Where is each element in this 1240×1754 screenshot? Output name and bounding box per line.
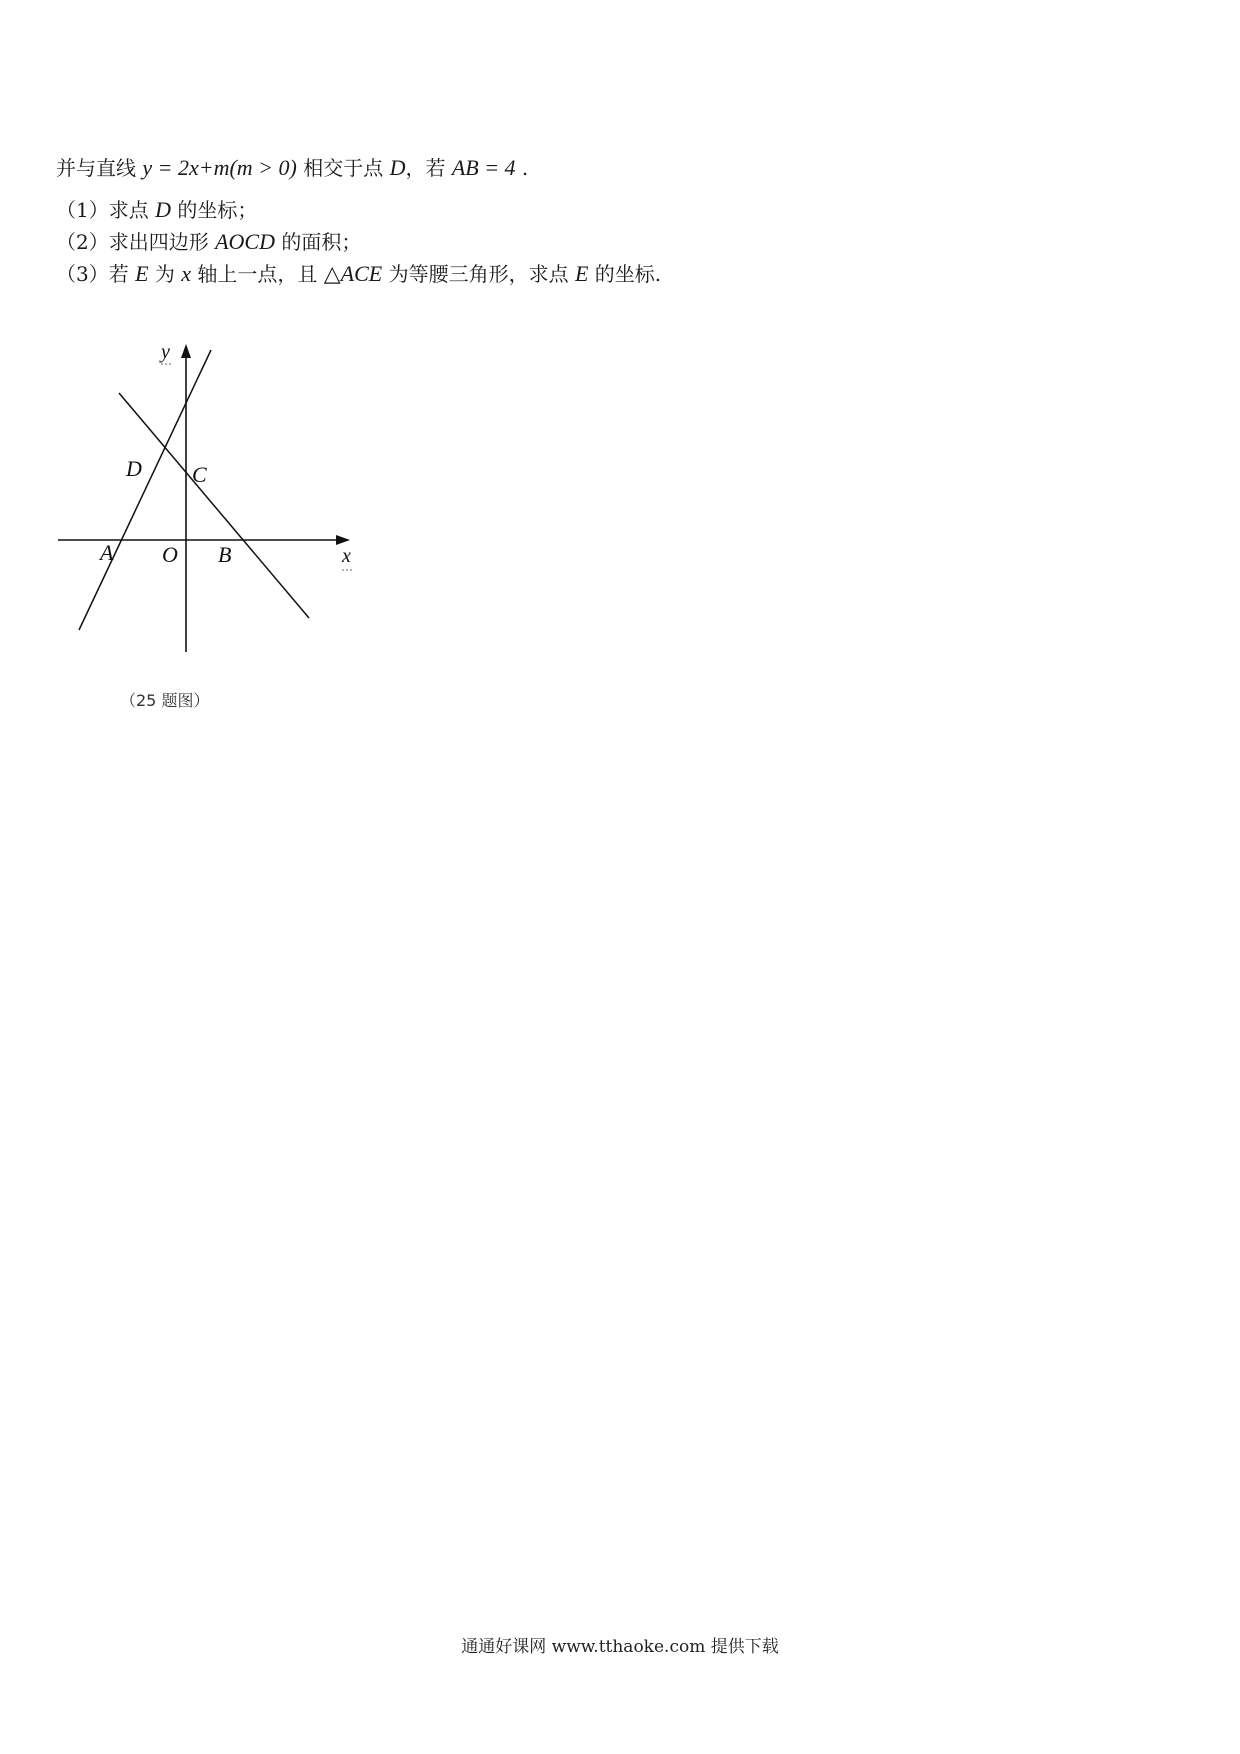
statement-middle: 相交于点 (296, 156, 390, 180)
question-3-text-e: 的坐标. (588, 262, 662, 286)
question-3-text-d: 为等腰三角形，求点 (382, 262, 575, 286)
question-2-shape: AOCD (215, 229, 275, 254)
question-3-number: （3） (56, 262, 109, 286)
question-3-text-a: 若 (108, 262, 136, 286)
statement-suffix: ，若 (405, 156, 452, 180)
y-axis-arrow (181, 344, 191, 358)
question-2 (56, 226, 1176, 258)
question-1-text-b: 的坐标； (170, 198, 258, 222)
question-3-triangle: △ACE (323, 261, 383, 286)
question-3-point-e2: E (574, 261, 589, 286)
point-o-label: O (162, 542, 178, 567)
problem-text (56, 152, 1176, 290)
question-3-axis: x (181, 261, 192, 286)
question-3-text-b: 为 (148, 262, 182, 286)
question-1-text-a: 求点 (108, 198, 156, 222)
question-2-text-b: 的面积； (274, 230, 362, 254)
question-1-point: D (155, 197, 171, 222)
question-3 (56, 258, 1176, 290)
problem-statement-line (56, 152, 1176, 184)
point-d-label: D (389, 155, 406, 180)
line-ad (79, 350, 211, 630)
question-3-text-c: 轴上一点，且 (191, 262, 324, 286)
question-2-text-a: 求出四边形 (108, 230, 216, 254)
y-axis-label: y (161, 341, 170, 363)
question-1-number: （1） (56, 198, 109, 222)
x-axis-label: x (342, 545, 351, 567)
point-b-label: B (218, 542, 232, 567)
statement-prefix: 并与直线 (56, 156, 143, 180)
line-cb (119, 393, 309, 618)
x-axis-arrow (336, 535, 350, 545)
question-1 (56, 194, 1176, 226)
point-d-figure-label: D (126, 456, 142, 481)
ab-condition: AB = 4 (451, 155, 516, 180)
coordinate-diagram (46, 340, 386, 720)
question-2-number: （2） (56, 230, 109, 254)
coordinate-figure (46, 340, 386, 720)
point-a-label: A (100, 540, 114, 565)
page-footer: 通通好课网 www.tthaoke.com 提供下载 (461, 1637, 779, 1657)
point-c-label: C (192, 462, 207, 487)
line-equation: y = 2x+m(m > 0) (142, 155, 297, 180)
figure-caption: （25 题图） (120, 691, 210, 710)
statement-end: . (515, 156, 529, 180)
question-3-point-e: E (135, 261, 149, 286)
